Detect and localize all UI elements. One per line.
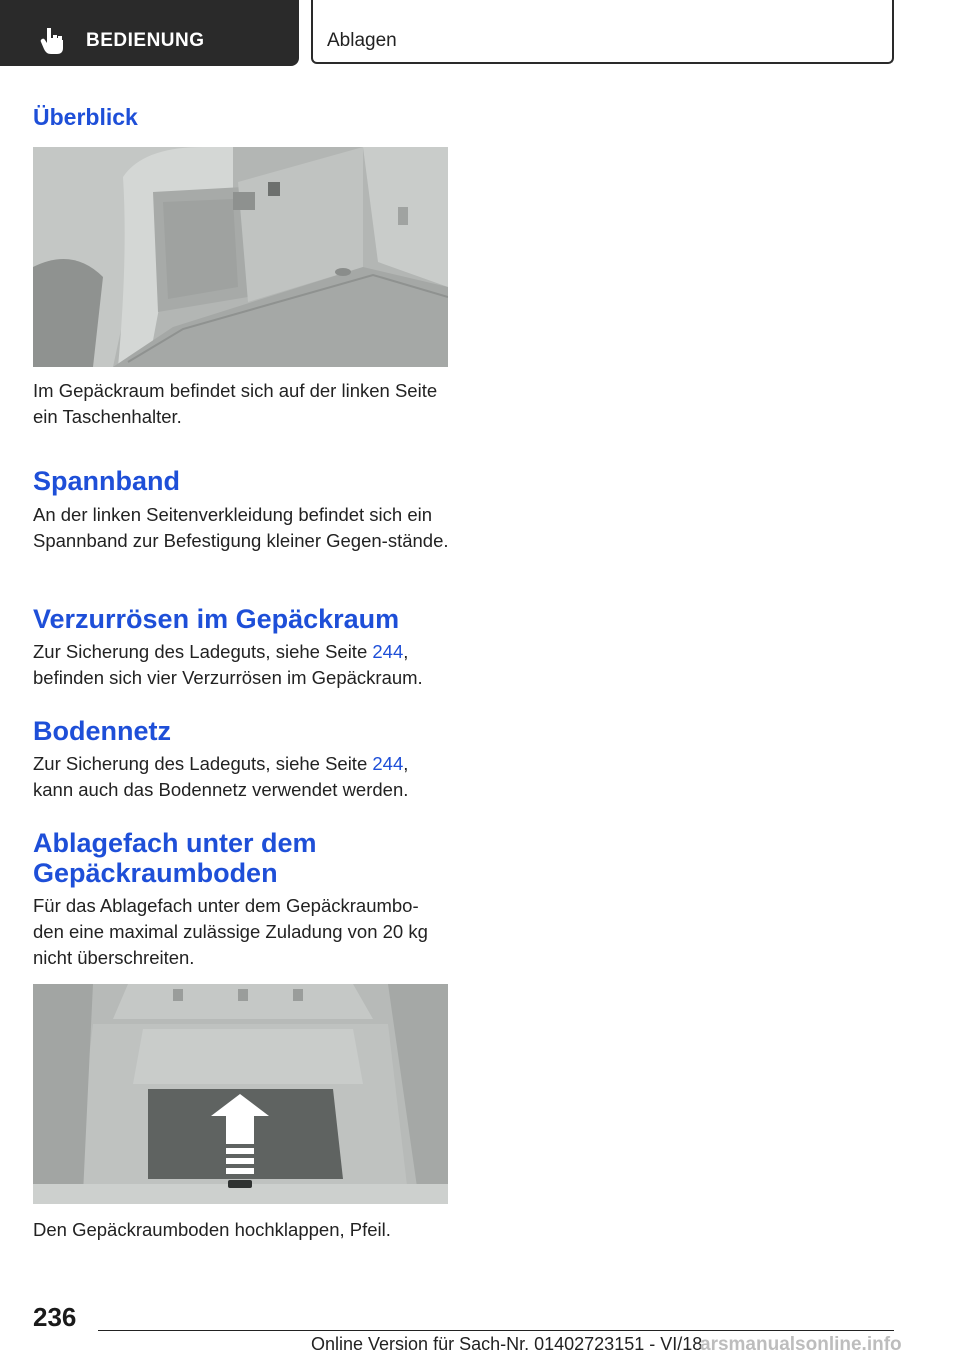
page-number: 236 xyxy=(33,1302,77,1332)
heading-ueberblick: Überblick xyxy=(33,104,138,130)
pointing-hand-icon xyxy=(40,26,66,54)
trunk-figure xyxy=(33,147,448,367)
heading-ablagefach xyxy=(33,828,453,888)
heading-bodennetz: Bodennetz xyxy=(33,716,171,746)
footer-text: Online Version für Sach-Nr. 01402723151 - VI/18 xyxy=(311,1334,703,1354)
text-ablagefach: Für das Ablagefach unter dem Gepäckraumbo-den eine maximal zulässige Zuladung von 20 kg nicht überschreiten. xyxy=(33,895,428,968)
cargo-floor-illustration xyxy=(33,984,448,1204)
caption-ablagefach: Den Gepäckraumboden hochklappen, Pfeil. xyxy=(33,1219,391,1240)
section-title: Ablagen xyxy=(327,30,397,51)
heading-ablagefach-line1: Ablagefach unter dem xyxy=(33,828,317,858)
page-link-244-b[interactable]: 244 xyxy=(372,753,404,774)
chapter-title: BEDIENUNG xyxy=(86,30,205,51)
heading-verzurroesen: Verzurrösen im Gepäckraum xyxy=(33,604,400,634)
text-bodennetz xyxy=(33,751,453,803)
caption-ueberblick: Im Gepäckraum befindet sich auf der linken Seite ein Taschenhalter. xyxy=(33,380,438,427)
watermark: arsmanualsonline.info xyxy=(700,1334,902,1355)
footer-divider xyxy=(98,1330,894,1331)
text-verzurroesen-after: , befinden sich vier Verzurrösen im Gepäckraum. xyxy=(33,641,423,688)
text-bodennetz-after: , kann auch das Bodennetz verwendet werden. xyxy=(33,753,409,800)
chapter-tab[interactable] xyxy=(0,0,299,66)
heading-spannband: Spannband xyxy=(33,466,180,496)
text-verzurroesen xyxy=(33,639,453,691)
section-header xyxy=(311,0,894,64)
page-link-244[interactable]: 244 xyxy=(372,641,404,662)
text-spannband: An der linken Seitenverkleidung befindet sich ein Spannband zur Befestigung kleiner Gegen-stände. xyxy=(33,504,449,551)
heading-ablagefach-line2: Gepäckraumboden xyxy=(33,858,278,888)
cargo-floor-figure xyxy=(33,984,448,1204)
text-verzurroesen-before: Zur Sicherung des Ladeguts, siehe Seite xyxy=(33,641,373,662)
text-bodennetz-before: Zur Sicherung des Ladeguts, siehe Seite xyxy=(33,753,373,774)
trunk-illustration xyxy=(33,147,448,367)
